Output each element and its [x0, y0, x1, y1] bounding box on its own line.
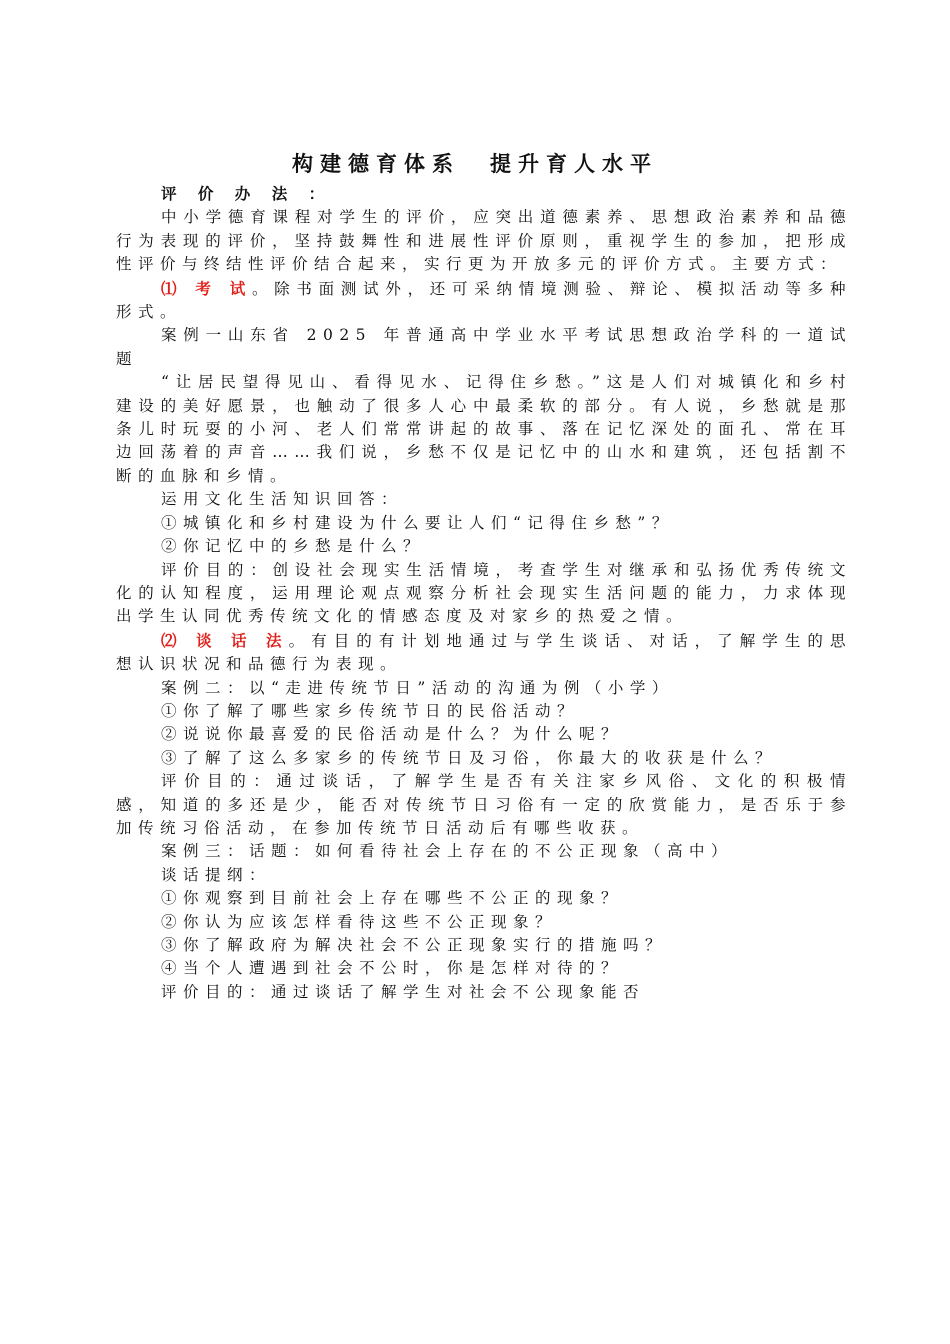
case-1-text: “让居民望得见山、看得见水、记得住乡愁。”这是人们对城镇化和乡村建设的美好愿景，也触动了很多人心中最柔软的部分。有人说，乡愁就是那条儿时玩耍的小河、老人们常常讲起的故事、落在记忆深处的面孔、常在耳边回荡着的声音……我们说，乡愁不仅是记忆中的山水和建筑，还包括割不断的血脉和乡情。 — [116, 373, 852, 485]
case-3-question-3: ③你了解政府为解决社会不公正现象实行的措施吗？ — [161, 936, 668, 954]
method-1-label: ⑴ 考 试 — [161, 278, 252, 298]
case-3-title: 案例三：话题：如何看待社会上存在的不公正现象（高中） — [161, 842, 734, 861]
title-left: 构建德育体系 — [292, 152, 460, 176]
document-body — [116, 182, 852, 1004]
case-2-question-1: ①你了解了哪些家乡传统节日的民俗活动？ — [161, 701, 580, 720]
case-3-goal: 评价目的：通过谈话了解学生对社会不公现象能否 — [161, 982, 646, 1001]
case-3-outline: 谈话提纲： — [161, 865, 272, 884]
method-heading: 评 价 办 法 ： — [161, 184, 333, 203]
case-1-goal: 评价目的：创设社会现实生活情境，考查学生对继承和弘扬优秀传统文化的认知程度，运用理论观点观察分析社会现实生活问题的能力，力求体现出学生认同优秀传统文化的情感态度及对家乡的热爱之情。 — [116, 560, 852, 626]
case-3-question-2: ②你认为应该怎样看待这些不公正现象？ — [161, 912, 558, 931]
title-right: 提升育人水平 — [490, 152, 658, 176]
page-title — [0, 148, 950, 178]
case-1-title: 案例一山东省 2025 年普通高中学业水平考试思想政治学科的一道试题 — [116, 326, 852, 368]
method-2-paragraph: ⑵ 谈 话 法。有目的有计划地通过与学生谈话、对话，了解学生的思想认识状况和品德行为表现。 — [116, 630, 852, 674]
case-1-question-2: ②你记忆中的乡愁是什么？ — [161, 537, 426, 556]
case-1-question-1: ①城镇化和乡村建设为什么要让人们“记得住乡愁”？ — [161, 513, 674, 532]
case-3-question-4: ④当个人遭遇到社会不公时，你是怎样对待的？ — [161, 959, 624, 978]
method-1-paragraph: ⑴ 考 试。除书面测试外，还可采纳情境测验、辩论、模拟活动等多种形式。 — [116, 278, 852, 322]
case-1-prompt: 运用文化生活知识回答： — [161, 490, 404, 509]
case-2-title: 案例二：以“走进传统节日”活动的沟通为例（小学） — [161, 678, 674, 697]
case-2-goal: 评价目的：通过谈话，了解学生是否有关注家乡风俗、文化的积极情感，知道的多还是少，能否对传统节日习俗有一定的欣赏能力，是否乐于参加传统习俗活动，在参加传统节日活动后有哪些收获。 — [116, 772, 852, 837]
method-2-label: ⑵ 谈 话 法 — [161, 630, 289, 650]
case-2-question-2: ②说说你最喜爱的民俗活动是什么？为什么呢？ — [161, 725, 624, 744]
intro-paragraph: 中小学德育课程对学生的评价，应突出道德素养、思想政治素养和品德行为表现的评价，坚持鼓舞性和进展性评价原则，重视学生的参加，把形成性评价与终结性评价结合起来，实行更为开放多元的评价方式。主要方式： — [116, 208, 852, 274]
case-2-question-3: ③了解了这么多家乡的传统节日及习俗，你最大的收获是什么？ — [161, 748, 778, 767]
case-3-question-1: ①你观察到目前社会上存在哪些不公正的现象？ — [161, 889, 624, 908]
